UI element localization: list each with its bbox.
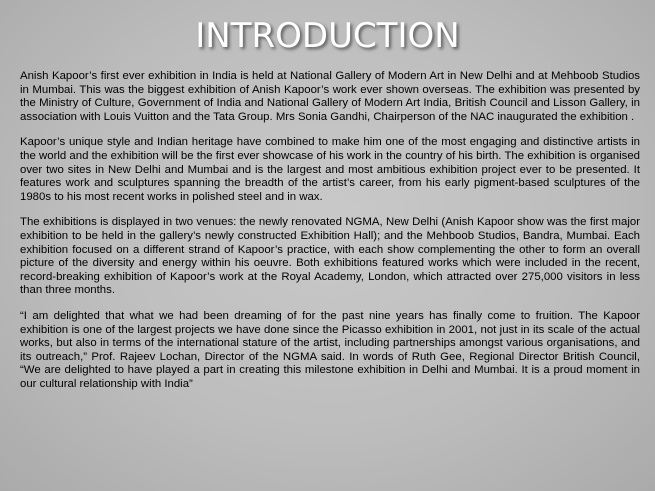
paragraph-quotes: “I am delighted that what we had been dreaming of for the past nine years has finally come to fruition. The Kapoor exhibition is one of the largest projects we have done since the Picasso exhibition in 2001, not just in its scale of the actual works, but also in terms of the international stature of the artist, including partnerships amongst various organisations, and its outreach,” Prof. Rajeev Lochan, Director of the NGMA said. In words of Ruth Gee, Regional Director British Council, “We are delighted to have played a part in creating this milestone exhibition in Delhi and Mumbai. It is a proud moment in our cultural relationship with India” — [20, 309, 640, 390]
paragraph-style-heritage: Kapoor’s unique style and Indian heritage have combined to make him one of the most engaging and distinctive artists in the world and the exhibition will be the first ever showcase of his work in the country of his birth. The exhibition is organised over two sites in New Delhi and Mumbai and is the largest and most ambitious exhibition project ever to be presented. It features work and sculptures spanning the breadth of the artist’s career, from his early pigment-based sculptures of the 1980s to his most recent works in polished steel and in wax. — [20, 136, 640, 203]
paragraph-venues: The exhibitions is displayed in two venues: the newly renovated NGMA, New Delhi (Anish Kapoor show was the first major exhibition to be held in the gallery’s newly constructed Exhibition Hall); and the Mehboob Studios, Bandra, Mumbai. Each exhibition focused on a different strand of Kapoor’s practice, with each show complementing the other to form an overall picture of the diversity and energy within his oeuvre. Both exhibitions featured works which were included in the recent, record-breaking exhibition of Kapoor’s work at the Royal Academy, London, which attracted over 275,000 visitors in less than three months. — [20, 216, 640, 297]
slide-title: INTRODUCTION — [195, 16, 460, 56]
slide-body — [20, 70, 640, 403]
paragraph-intro: Anish Kapoor’s first ever exhibition in India is held at National Gallery of Modern Art in New Delhi and at Mehboob Studios in Mumbai. This was the biggest exhibition of Anish Kapoor’s work ever shown overseas. The exhibition was presented by the Ministry of Culture, Government of India and National Gallery of Modern Art India, British Council and Lisson Gallery, in association with Louis Vuitton and the Tata Group. Mrs Sonia Gandhi, Chairperson of the NAC inaugurated the exhibition . — [20, 70, 640, 123]
